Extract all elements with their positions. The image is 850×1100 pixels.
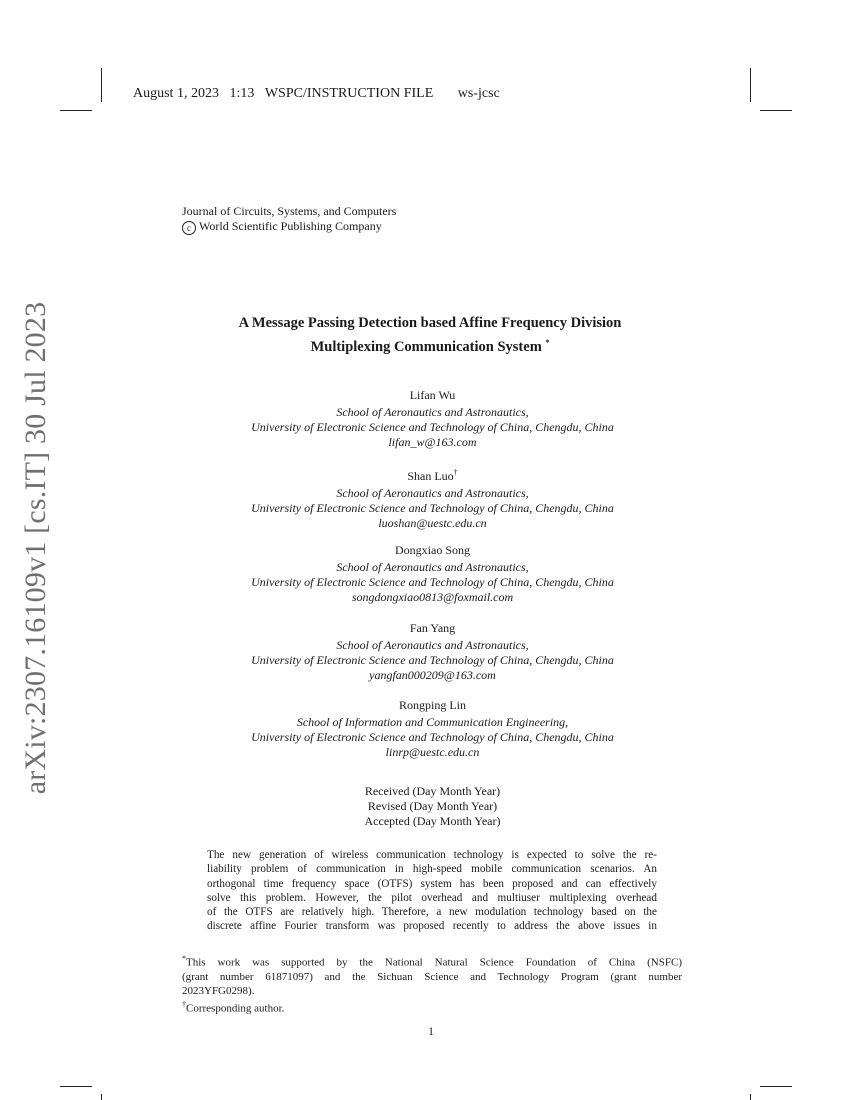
accepted-date: Accepted (Day Month Year) bbox=[364, 814, 501, 828]
author-name: Lifan Wu bbox=[409, 388, 456, 402]
author-name: Rongping Lin bbox=[398, 698, 466, 712]
author-dept: School of Information and Communication Engineering, bbox=[296, 715, 569, 729]
abstract bbox=[207, 848, 657, 934]
header-style: ws-jcsc bbox=[457, 86, 500, 101]
funding-text: This work was supported by the National Natural Science Foundation of China (NSFC) bbox=[186, 956, 682, 969]
author-dept: School of Aeronautics and Astronautics, bbox=[336, 638, 529, 652]
author-name-text: Shan Luo bbox=[407, 469, 454, 483]
author-dept: School of Aeronautics and Astronautics, bbox=[336, 486, 529, 500]
header-file: WSPC/INSTRUCTION FILE bbox=[264, 86, 434, 101]
page-number: 1 bbox=[428, 1024, 434, 1038]
author-name: Fan Yang bbox=[409, 621, 456, 635]
abstract-line: liability problem of communication in high-speed mobile communication scenarios. An bbox=[207, 863, 657, 876]
author-email: songdongxiao0813@foxmail.com bbox=[351, 590, 514, 604]
author-name bbox=[200, 465, 665, 484]
abstract-line: of the OTFS are relatively high. Therefore, a new modulation technology based on the bbox=[207, 906, 657, 919]
crop-mark-top-left-h bbox=[60, 110, 92, 111]
journal-name: Journal of Circuits, Systems, and Computers bbox=[182, 204, 397, 218]
journal-copyright bbox=[182, 219, 396, 235]
funding-mark: * bbox=[182, 954, 186, 963]
title-mark: * bbox=[545, 338, 550, 347]
author-block bbox=[200, 543, 665, 605]
author-univ: University of Electronic Science and Technology of China, Chengdu, China bbox=[251, 653, 614, 667]
corresponding-footnote bbox=[182, 998, 682, 1016]
crop-mark-top-left-v bbox=[101, 68, 102, 102]
received-date: Received (Day Month Year) bbox=[364, 784, 501, 798]
paper-title bbox=[150, 314, 710, 357]
author-block bbox=[200, 621, 665, 683]
running-header bbox=[133, 86, 500, 102]
author-email: lifan_w@163.com bbox=[388, 435, 477, 449]
corresponding-text: Corresponding author. bbox=[186, 1002, 285, 1015]
author-block bbox=[200, 698, 665, 760]
title-line-1: A Message Passing Detection based Affine Frequency Division bbox=[238, 315, 622, 331]
author-univ: University of Electronic Science and Technology of China, Chengdu, China bbox=[251, 730, 614, 744]
abstract-line: orthogonal time frequency space (OTFS) system has been proposed and can effectively bbox=[207, 877, 657, 890]
author-block bbox=[200, 465, 665, 531]
author-email: linrp@uestc.edu.cn bbox=[385, 745, 480, 759]
footnotes bbox=[182, 952, 682, 1015]
abstract-line: discrete affine Fourier transform was proposed recently to address the above issues in bbox=[207, 920, 657, 933]
crop-mark-top-right-v bbox=[750, 68, 751, 102]
author-name: Dongxiao Song bbox=[395, 543, 470, 557]
crop-mark-bottom-right-v bbox=[750, 1094, 751, 1100]
revised-date: Revised (Day Month Year) bbox=[367, 799, 498, 813]
abstract-line: solve this problem. However, the pilot overhead and multiuser multiplexing overhead bbox=[207, 891, 657, 904]
author-univ: University of Electronic Science and Technology of China, Chengdu, China bbox=[251, 420, 614, 434]
funding-footnote-line: 2023YFG0298). bbox=[182, 984, 255, 997]
crop-mark-bottom-left-v bbox=[101, 1094, 102, 1100]
header-time: 1:13 bbox=[229, 86, 255, 101]
journal-info bbox=[182, 204, 396, 235]
submission-dates bbox=[300, 784, 565, 829]
author-univ: University of Electronic Science and Technology of China, Chengdu, China bbox=[251, 575, 614, 589]
crop-mark-bottom-left-h bbox=[60, 1086, 92, 1087]
publisher: World Scientific Publishing Company bbox=[199, 219, 382, 233]
author-block bbox=[200, 388, 665, 450]
author-email: yangfan000209@163.com bbox=[369, 668, 496, 682]
crop-mark-top-right-h bbox=[760, 110, 792, 111]
corresponding-mark: † bbox=[182, 999, 186, 1009]
crop-mark-bottom-right-h bbox=[760, 1086, 792, 1087]
abstract-line: The new generation of wireless communication technology is expected to solve the re- bbox=[207, 849, 657, 861]
header-date: August 1, 2023 bbox=[133, 86, 219, 101]
author-mark: † bbox=[453, 468, 458, 477]
funding-footnote-line: (grant number 61871097) and the Sichuan Science and Technology Program (grant number bbox=[182, 970, 682, 983]
funding-footnote-line bbox=[182, 952, 682, 970]
author-dept: School of Aeronautics and Astronautics, bbox=[336, 560, 529, 574]
copyright-symbol: c bbox=[182, 221, 196, 235]
author-dept: School of Aeronautics and Astronautics, bbox=[336, 405, 529, 419]
author-email: luoshan@uestc.edu.cn bbox=[378, 516, 487, 530]
title-line-2 bbox=[150, 333, 710, 357]
title-line-2-text: Multiplexing Communication System bbox=[310, 338, 542, 355]
arxiv-stamp: arXiv:2307.16109v1 [cs.IT] 30 Jul 2023 bbox=[19, 301, 52, 795]
author-univ: University of Electronic Science and Technology of China, Chengdu, China bbox=[251, 501, 614, 515]
